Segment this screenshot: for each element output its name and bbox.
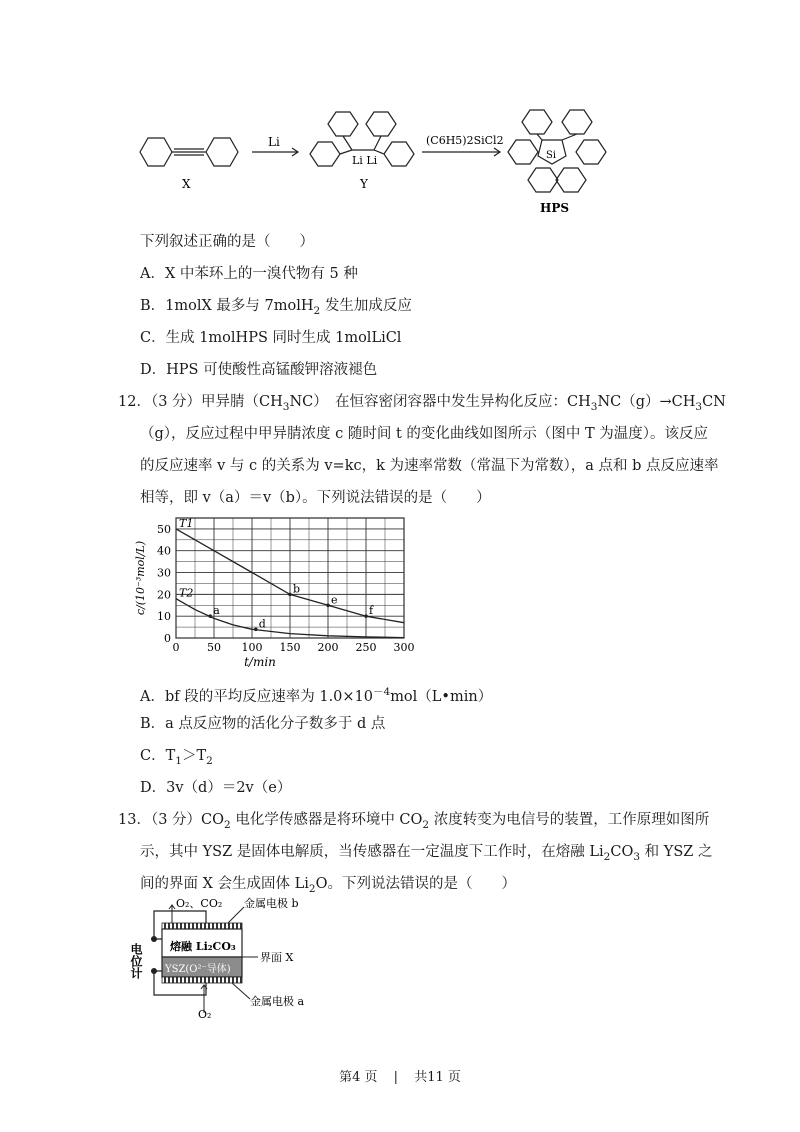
q11-option-c[interactable]: C．生成 1molHPS 同时生成 1molLiCl [140,330,402,346]
reagent-li: Li [268,135,280,149]
x-tick-label: 250 [355,641,377,654]
page-number: 第4 页 [339,1070,378,1085]
benzene-ring [528,168,558,192]
q13-text: 和 YSZ 之 [640,844,713,860]
chart-grid [176,518,404,638]
q11-option-b[interactable] [140,296,412,321]
q12-stem-line-3: 的反应速率 v 与 c 的关系为 v=kc，k 为速率常数（常温下为常数），a 点和 b 点反应速率 [140,458,719,474]
q13-text: 示，其中 YSZ 是固体电解质，当传感器在一定温度下工作时，在熔融 Li [140,844,604,860]
benzene-ring [556,168,586,192]
q12-option-c-text: C．T [140,748,176,764]
point-e [326,603,330,607]
q13-text: 电化学传感器是将环境中 CO [230,812,423,828]
q12-option-b[interactable]: B．a 点反应物的活化分子数多于 d 点 [140,716,386,732]
q13-text: 浓度转变为电信号的装置，工作原理如图所 [429,812,710,828]
benzene-ring [522,110,552,134]
q12-stem-line-2: （g），反应过程中甲异腈浓度 c 随时间 t 的变化曲线如图所示（图中 T 为温度）。该反应 [140,426,709,442]
x-tick-label: 50 [207,641,221,654]
q12-sub: 3 [695,400,703,413]
x-tick-label: 0 [172,641,180,654]
q12-text: NC（g）→CH [597,394,696,410]
y-tick-label: 10 [157,610,171,624]
point-b [288,593,292,597]
electrode-a-strip [162,977,242,983]
q13-text: CO [610,844,634,860]
ysz-label: YSZ(O²⁻导体) [165,964,231,975]
benzene-ring [140,138,172,166]
benzene-ring [310,142,340,166]
q12-option-c-sub-2: 2 [206,754,213,767]
y-tick-label: 50 [157,522,171,536]
y-tick-label: 30 [157,566,171,580]
x-tick-label: 200 [317,641,339,654]
label-hps: HPS [540,201,570,215]
page-footer [0,1066,800,1085]
x-tick-label: 100 [241,641,263,654]
bottom-gas-label: O₂ [198,1008,212,1021]
li-li-label: Li Li [352,154,378,167]
q13-sub: 2 [422,818,430,831]
benzene-ring [366,112,396,136]
potentiometer-label: 电位计 [129,943,143,979]
electrode-b-label: 金属电极 b [244,897,299,910]
si-label: Si [546,150,557,161]
point-label-e: e [331,593,338,607]
point-a [208,614,212,618]
electrode-a-label: 金属电极 a [250,995,305,1008]
point-d [254,627,258,631]
q13-text: 13．（3 分）CO [118,812,225,828]
q11-option-a[interactable]: A．X 中苯环上的一溴代物有 5 种 [140,266,358,282]
y-tick-label: 0 [164,632,171,645]
reagent-diphenyldichlorosilane: (C6H5)2SiCl2 [426,134,504,147]
q11-option-b-text: B．1molX 最多与 7molH [140,298,314,314]
q11-prompt: 下列叙述正确的是（ ） [140,234,314,250]
q12-stem-line-4: 相等，即 v（a）＝v（b）。下列说法错误的是（ ） [140,490,491,506]
q12-option-c-sub: 1 [175,754,182,767]
q12-option-a-text: A．bf 段的平均反应速率为 1.0×10 [140,688,373,705]
concentration-time-chart [130,510,420,670]
terminal-bottom [151,968,157,974]
interface-x-label: 界面 X [260,951,294,964]
benzene-ring [206,138,238,166]
q11-option-b-sub: 2 [313,304,321,317]
q12-text: NC） 在恒容密闭容器中发生异构化反应：CH [289,394,591,410]
co2-sensor-diagram [129,895,332,1021]
benzene-ring [384,142,414,166]
q13-stem-line-2 [140,842,712,867]
electrode-b-strip [162,923,242,929]
page-total: 共11 页 [414,1070,461,1085]
q13-text: 间的界面 X 会生成固体 Li [140,876,309,892]
q13-stem-line-1 [118,810,709,835]
benzene-ring [576,140,606,164]
q12-option-c-text-2: ＞T [181,748,207,764]
point-label-a: a [213,604,220,618]
y-tick-label: 20 [157,588,171,602]
footer-separator: | [393,1070,399,1085]
q13-sub: 3 [633,850,641,863]
q12-text: CN [702,394,726,410]
benzene-ring [328,112,358,136]
point-label-d: d [258,617,266,631]
x-tick-label: 150 [279,641,301,654]
q12-option-a[interactable] [140,682,492,707]
label-x: X [182,177,191,191]
q12-option-a-text-2: mol（L•min） [390,688,493,705]
series-label-t1: T1 [179,516,194,530]
y-axis-label: c/(10⁻³mol/L) [134,540,147,616]
q13-text: O。下列说法错误的是（ ） [315,876,516,892]
x-axis-label: t/min [244,655,276,669]
q13-sub: 2 [308,882,316,895]
q12-text: 12．（3 分）甲异腈（CH [118,394,283,410]
x-tick-label: 300 [393,641,415,654]
q12-option-d[interactable]: D．3v（d）＝2v（e） [140,780,292,796]
chart-ticks [157,523,415,654]
q13-sub: 2 [603,850,611,863]
q13-sub: 2 [224,818,231,831]
q12-stem-line-1 [118,392,726,417]
benzene-ring [562,110,592,134]
y-tick-label: 40 [157,544,171,558]
q12-option-a-sup: －4 [373,686,391,698]
series-label-t2: T2 [179,586,194,600]
terminal-top [151,936,157,942]
reaction-scheme [130,100,630,220]
melt-label: 熔融 Li₂CO₃ [170,940,236,953]
point-f [364,614,368,618]
q11-option-b-text-2: 发生加成反应 [320,298,412,314]
q12-sub: 3 [590,400,598,413]
point-label-f: f [369,604,374,618]
benzene-ring [508,140,538,164]
top-gas-label: O₂、CO₂ [176,897,223,910]
q12-option-c[interactable] [140,746,213,771]
q11-option-d[interactable]: D．HPS 可使酸性高锰酸钾溶液褪色 [140,362,378,378]
label-y: Y [360,177,368,191]
point-label-b: b [293,582,301,596]
q12-sub: 3 [282,400,290,413]
